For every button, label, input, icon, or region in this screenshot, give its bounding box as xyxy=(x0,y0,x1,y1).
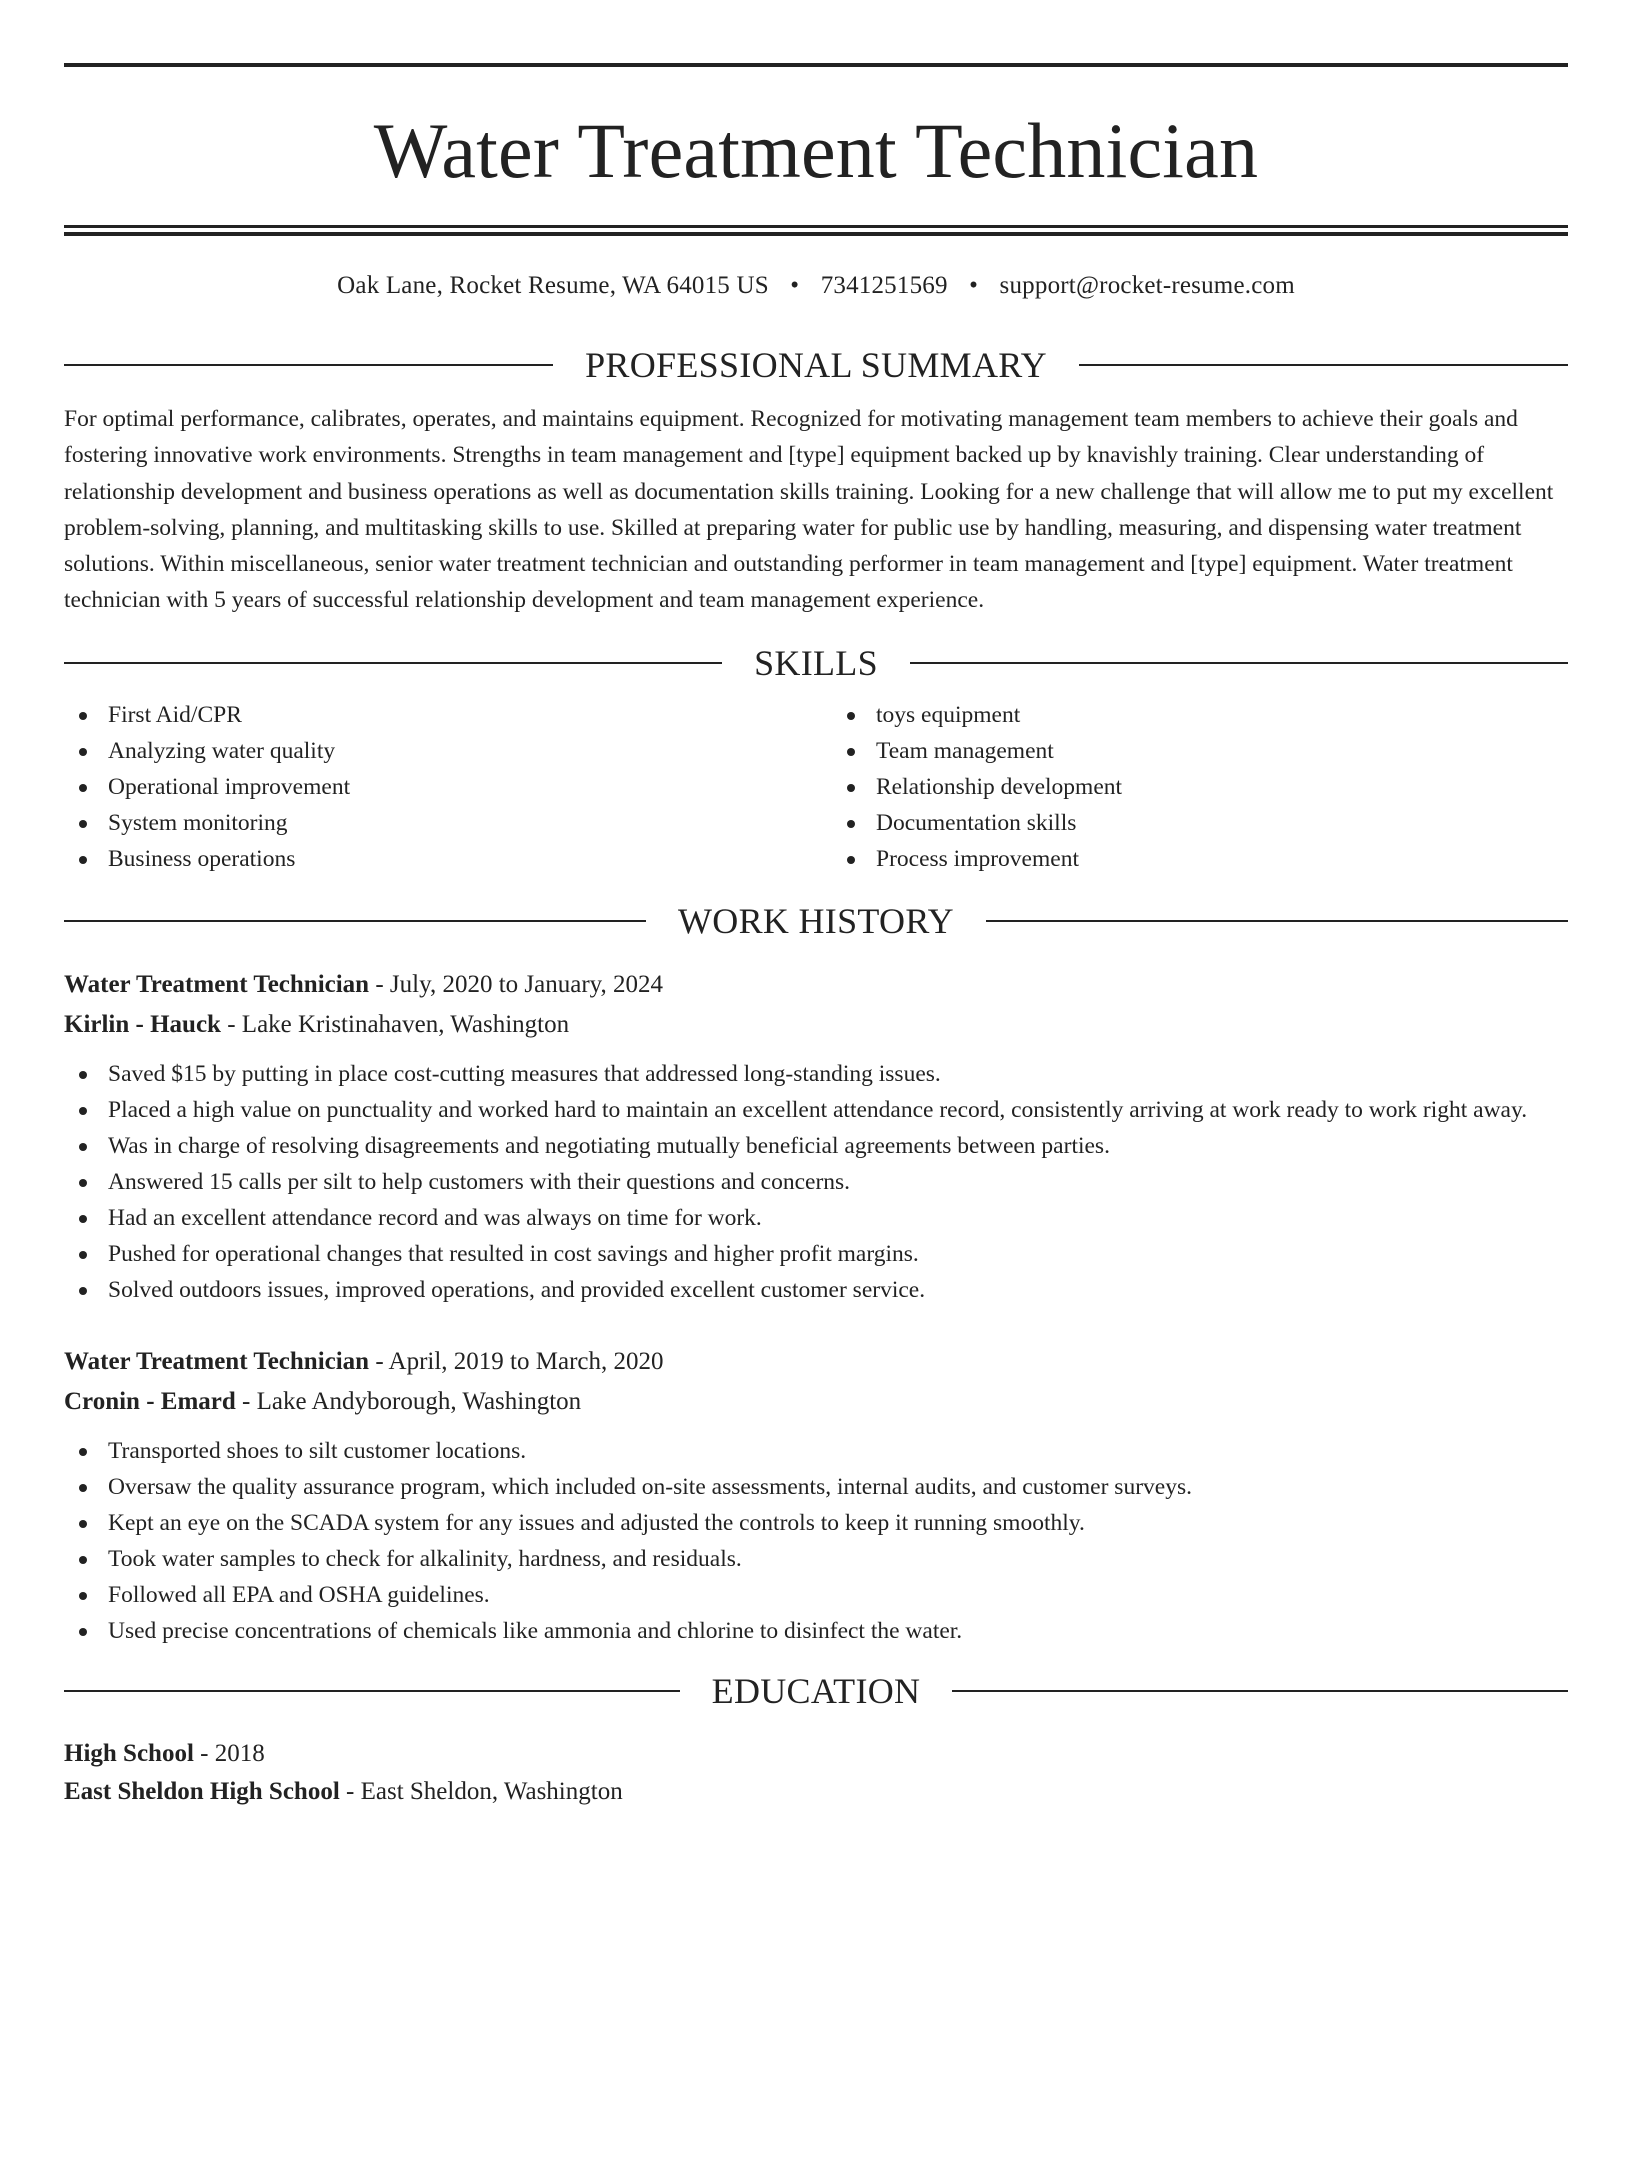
education-degree-line xyxy=(64,1735,1568,1773)
job-bullet: Pushed for operational changes that resulted in cost savings and higher profit margins. xyxy=(64,1236,1568,1272)
skills-grid xyxy=(64,697,1568,877)
skills-list-left xyxy=(64,697,800,877)
job-location: - Lake Kristinahaven, Washington xyxy=(220,1010,570,1038)
job-bullet: Followed all EPA and OSHA guidelines. xyxy=(64,1577,1568,1613)
skills-list-right xyxy=(832,697,1568,877)
summary-text: For optimal performance, calibrates, operates, and maintains equipment. Recognized for motivating management team members to achieve their goals and fostering innovative work environments. Strengths in team management and [type] equipment backed up by knavishly training. Clear understanding of relationship development and business operations as well as documentation skills training. Looking for a new challenge that will allow me to put my excellent problem-solving, planning, and multitasking skills to use. Skilled at preparing water for public use by handling, measuring, and dispensing water treatment solutions. Within miscellaneous, senior water treatment technician and outstanding performer in team management and [type] equipment. Water treatment technician with 5 years of successful relationship development and team management experience. xyxy=(64,406,1554,614)
job-company-line xyxy=(64,1005,1568,1045)
job-bullet: Had an excellent attendance record and was always on time for work. xyxy=(64,1200,1568,1236)
summary-heading: PROFESSIONAL SUMMARY xyxy=(585,345,1047,385)
heading-rule-right xyxy=(986,920,1568,922)
job-entry xyxy=(64,965,1568,1308)
job-company-line xyxy=(64,1382,1568,1422)
work-section-heading xyxy=(64,899,1568,943)
skill-item: Team management xyxy=(832,733,1568,769)
education-entry xyxy=(64,1735,1568,1811)
resume-title: Water Treatment Technician xyxy=(373,107,1259,194)
job-company: Cronin - Emard xyxy=(64,1387,236,1415)
job-bullet: Solved outdoors issues, improved operations, and provided excellent customer service. xyxy=(64,1272,1568,1308)
heading-rule-right xyxy=(910,662,1568,664)
education-school: East Sheldon High School xyxy=(64,1777,340,1805)
job-bullets xyxy=(64,1056,1568,1308)
job-title: Water Treatment Technician xyxy=(64,1347,370,1375)
job-bullet: Oversaw the quality assurance program, which included on-site assessments, internal audits, and customer surveys. xyxy=(64,1469,1568,1505)
job-bullet: Answered 15 calls per silt to help customers with their questions and concerns. xyxy=(64,1164,1568,1200)
skills-section-heading xyxy=(64,641,1568,685)
job-location: - Lake Andyborough, Washington xyxy=(235,1387,582,1415)
job-dates: - April, 2019 to March, 2020 xyxy=(369,1347,664,1375)
contact-line xyxy=(64,269,1568,303)
education-degree: High School xyxy=(64,1739,194,1767)
skill-item: toys equipment xyxy=(832,697,1568,733)
skill-item: Relationship development xyxy=(832,769,1568,805)
contact-separator: • xyxy=(790,272,800,299)
education-year: - 2018 xyxy=(193,1739,265,1767)
top-rule xyxy=(64,63,1568,67)
heading-rule-right xyxy=(1079,364,1568,366)
skill-item: Process improvement xyxy=(832,841,1568,877)
work-heading: WORK HISTORY xyxy=(678,900,954,941)
job-bullets xyxy=(64,1433,1568,1649)
job-bullet: Kept an eye on the SCADA system for any issues and adjusted the controls to keep it running smoothly. xyxy=(64,1505,1568,1541)
heading-rule-left xyxy=(64,364,553,366)
job-dates: - July, 2020 to January, 2024 xyxy=(369,970,664,998)
heading-rule-left xyxy=(64,1690,680,1692)
job-bullet: Took water samples to check for alkalinity, hardness, and residuals. xyxy=(64,1541,1568,1577)
job-bullet: Used precise concentrations of chemicals like ammonia and chlorine to disinfect the water. xyxy=(64,1613,1568,1649)
job-title: Water Treatment Technician xyxy=(64,970,370,998)
education-location: - East Sheldon, Washington xyxy=(339,1777,623,1805)
title-double-rule xyxy=(64,225,1568,236)
skill-item: Documentation skills xyxy=(832,805,1568,841)
job-bullet: Saved $15 by putting in place cost-cutting measures that addressed long-standing issues. xyxy=(64,1056,1568,1092)
heading-rule-left xyxy=(64,662,722,664)
skill-item: Operational improvement xyxy=(64,769,800,805)
skill-item: Analyzing water quality xyxy=(64,733,800,769)
skill-item: Business operations xyxy=(64,841,800,877)
education-heading: EDUCATION xyxy=(711,1670,921,1711)
job-title-line xyxy=(64,1342,1568,1382)
education-school-line xyxy=(64,1773,1568,1811)
job-bullet: Transported shoes to silt customer locations. xyxy=(64,1433,1568,1469)
contact-phone: 7341251569 xyxy=(820,272,948,299)
skills-heading: SKILLS xyxy=(754,642,878,683)
summary-section-heading xyxy=(64,343,1568,387)
heading-rule-right xyxy=(952,1690,1568,1692)
contact-email: support@rocket-resume.com xyxy=(999,272,1295,299)
job-bullet: Placed a high value on punctuality and worked hard to maintain an excellent attendance record, consistently arriving at work ready to work right away. xyxy=(64,1092,1568,1128)
job-entry xyxy=(64,1342,1568,1649)
heading-rule-left xyxy=(64,920,646,922)
skill-item: First Aid/CPR xyxy=(64,697,800,733)
job-title-line xyxy=(64,965,1568,1005)
resume-page xyxy=(0,63,1632,2175)
job-bullet: Was in charge of resolving disagreements and negotiating mutually beneficial agreements between parties. xyxy=(64,1128,1568,1164)
skill-item: System monitoring xyxy=(64,805,800,841)
education-section-heading xyxy=(64,1669,1568,1713)
contact-address: Oak Lane, Rocket Resume, WA 64015 US xyxy=(337,272,769,299)
job-company: Kirlin - Hauck xyxy=(64,1010,221,1038)
contact-separator: • xyxy=(969,272,979,299)
